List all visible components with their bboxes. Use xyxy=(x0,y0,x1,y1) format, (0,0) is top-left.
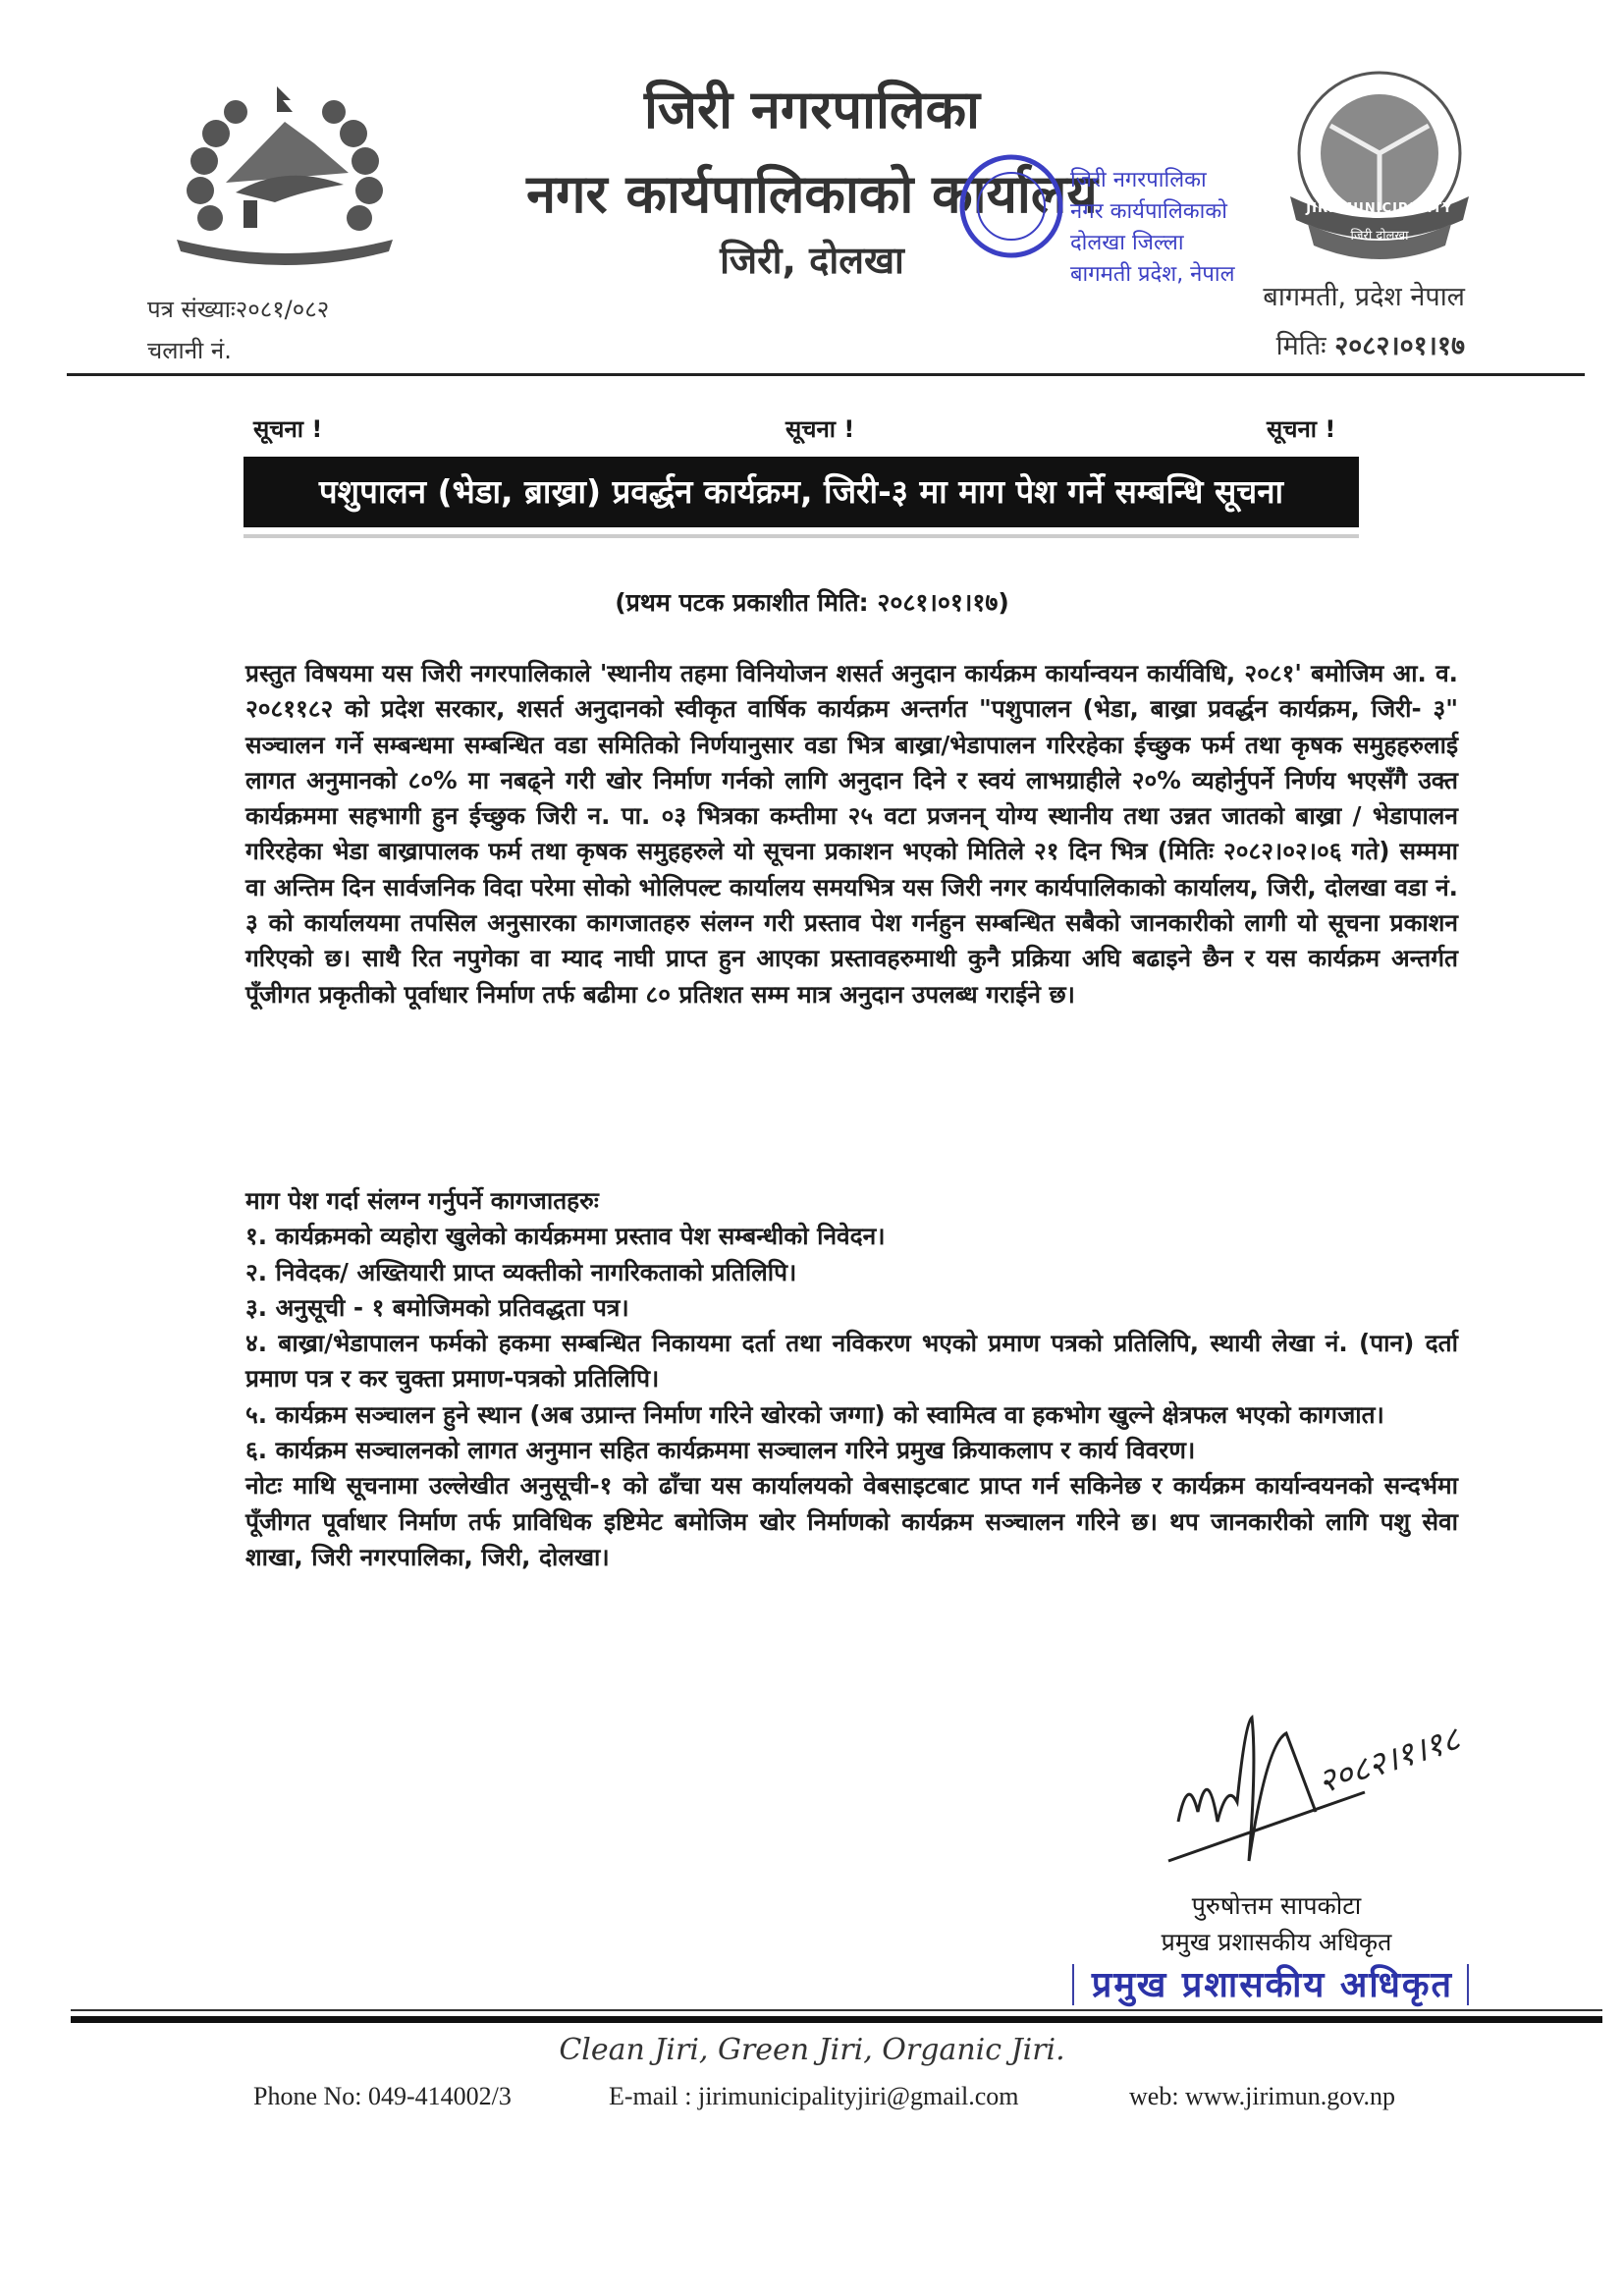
handwritten-date: २०८२।१।१८ xyxy=(1313,1719,1465,1803)
footer-slogan: Clean Jiri, Green Jiri, Organic Jiri. xyxy=(559,2033,1065,2067)
signer-name: पुरुषोत्तम सापकोटा xyxy=(1191,1891,1362,1920)
office-name: नगर कार्यपालिकाको कार्यालय xyxy=(526,163,1098,225)
notice-title-banner: पशुपालन (भेडा, ब्राख्रा) प्रवर्द्धन कार्यक्रम, जिरी-३ मा माग पेश गर्ने सम्बन्धि सूचना xyxy=(244,457,1359,527)
nepal-emblem-logo xyxy=(157,75,412,261)
province: बागमती, प्रदेश नेपाल xyxy=(1263,282,1465,312)
document-item-6: ६. कार्यक्रम सञ्चालनको लागत अनुमान सहित कार्यक्रममा सञ्चालन गरिने प्रमुख क्रियाकलाप र कार्य विवरण। xyxy=(245,1436,1196,1465)
header-divider xyxy=(67,373,1585,376)
organization-name: जिरी नगरपालिका xyxy=(643,79,981,140)
document-item-3: ३. अनुसूची - १ बमोजिमको प्रतिवद्धता पत्र। xyxy=(245,1292,629,1322)
signer-title: प्रमुख प्रशासकीय अधिकृत xyxy=(1161,1928,1392,1956)
office-location: जिरी, दोलखा xyxy=(720,239,904,282)
letter-number: पत्र संख्याः२०८१/०८२ xyxy=(147,296,330,323)
seal-line-4: बागमती प्रदेश, नेपाल xyxy=(1070,262,1235,287)
date-value: २०८२।०१।१७ xyxy=(1334,331,1465,361)
document-item-1: १. कार्यक्रमको व्यहोरा खुलेको कार्यक्रममा प्रस्ताव पेश सम्बन्धीको निवेदन। xyxy=(245,1222,886,1251)
banner-shadow xyxy=(244,534,1359,538)
logo-bottom-text: जिरी दोलखा xyxy=(1350,229,1409,244)
document-date xyxy=(1276,326,1465,362)
seal-line-3: दोलखा जिल्ला xyxy=(1070,231,1184,255)
notice-label-center: सूचना ! xyxy=(785,415,855,443)
notice-body xyxy=(245,656,1458,1012)
logo-ribbon-text: JIRI MUNICIPALITY xyxy=(1306,201,1453,216)
body-paragraph: प्रस्तुत विषयमा यस जिरी नगरपालिकाले 'स्थानीय तहमा विनियोजन शसर्त अनुदान कार्यक्रम कार्यान्वयन कार्यविधि, २०८१' बमोजिम आ. व. २०८११८२ को प्रदेश सरकार, शसर्त अनुदानको स्वीकृत वार्षिक कार्यक्रम अन्तर्गत "पशुपालन (भेडा, बाख्रा प्रवर्द्धन कार्यक्रम, जिरी- ३" सञ्चालन गर्ने सम्बन्धमा सम्बन्धित वडा समितिको निर्णयानुसार वडा भित्र बाख्रा/भेडापालन गरिरहेका ईच्छुक फर्म तथा कृषक समुहहरुलाई लागत अनुमानको ८०% मा नबढ्ने गरी खोर निर्माण गर्नको लागि अनुदान दिने र स्वयं लाभग्राहीले २०% व्यहोर्नुपर्ने निर्णय भएसँगै उक्त कार्यक्रममा सहभागी हुन ईच्छुक जिरी न. पा. ०३ भित्रका कम्तीमा २५ वटा प्रजनन् योग्य स्थानीय तथा उन्नत जातको बाख्रा / भेडापालन गरिरहेका भेडा बाख्रापालक फर्म तथा कृषक समुहहरुले यो सूचना प्रकाशन भएको मितिले २१ दिन भित्र (मितिः २०८२।०२।०६ गते) सम्ममा वा अन्तिम दिन सार्वजनिक विदा परेमा सोको भोलिपल्ट कार्यालय समयभित्र यस जिरी नगर कार्यपालिकाको कार्यालय, जिरी, दोलखा वडा नं. ३ को कार्यालयमा तपसिल अनुसारका कागजातहरु संलग्न गरी प्रस्ताव पेश गर्नहुन सम्बन्धित सबैको जानकारीको लागी यो सूचना प्रकाशन गरिएको छ। साथै रित नपुगेका वा म्याद नाघी प्राप्त हुन आएका प्रस्तावहरुमाथी कुनै प्रक्रिया अघि बढाइने छैन र यस कार्यक्रम अन्तर्गत पूँजीगत प्रकृतीको पूर्वाधार निर्माण तर्फ बढीमा ८० प्रतिशत सम्म मात्र अनुदान उपलब्ध गराईने छ। xyxy=(245,659,1458,1009)
notice-label-right: सूचना ! xyxy=(1267,415,1336,443)
document-item-5: ५. कार्यक्रम सञ्चालन हुने स्थान (अब उप्रान्त निर्माण गरिने खोरको जग्गा) को स्वामित्व वा हकभोग खुल्ने क्षेत्रफल भएको कागजात। xyxy=(245,1399,1384,1429)
seal-line-2: नगर कार्यपालिकाको xyxy=(1070,199,1227,224)
document-item-4: ४. बाख्रा/भेडापालन फर्मको हकमा सम्बन्धित निकायमा दर्ता तथा नविकरण भएको प्रमाण पत्रको प्रतिलिपि, स्थायी लेखा नं. (पान) दर्ता प्रमाण पत्र र कर चुक्ता प्रमाण-पत्रको प्रतिलिपि। xyxy=(245,1329,1458,1394)
footer-divider-thick xyxy=(71,2016,1602,2023)
footer-divider-thin xyxy=(71,2009,1602,2011)
document-item-2: २. निवेदक/ अख्तियारी प्राप्त व्यक्तीको नागरिकताको प्रतिलिपि। xyxy=(245,1257,797,1286)
publication-date: (प्रथम पटक प्रकाशीत मिति: २०८१।०१।१७) xyxy=(615,588,1009,617)
footer-email[interactable]: E-mail : jirimunicipalityjiri@gmail.com xyxy=(609,2082,1019,2110)
footer-website[interactable]: web: www.jirimun.gov.np xyxy=(1129,2082,1396,2110)
note: नोटः माथि सूचनामा उल्लेखीत अनुसूची-१ को ढाँचा यस कार्यालयको वेबसाइटबाट प्राप्त गर्न सकिनेछ र कार्यक्रम कार्यान्वयनको सन्दर्भमा पूँजीगत पूर्वाधार निर्माण तर्फ प्राविधिक इष्टिमेट बमोजिम खोर निर्माणको कार्यक्रम सञ्चालन गरिने छ। थप जानकारीको लागि पशु सेवा शाखा, जिरी नगरपालिका, जिरी, दोलखा। xyxy=(245,1471,1458,1571)
official-title-stamp: प्रमुख प्रशासकीय अधिकृत xyxy=(1091,1965,1454,2005)
required-documents-section xyxy=(245,1183,1458,1575)
documents-heading: माग पेश गर्दा संलग्न गर्नुपर्ने कागजातहरुः xyxy=(245,1186,599,1215)
dispatch-number: चलानी नं. xyxy=(147,337,232,364)
date-label: मितिः xyxy=(1275,331,1326,361)
seal-line-1: जिरी नगरपालिका xyxy=(1070,168,1207,192)
notice-label-left: सूचना ! xyxy=(253,415,323,443)
footer-phone: Phone No: 049-414002/3 xyxy=(253,2082,512,2110)
